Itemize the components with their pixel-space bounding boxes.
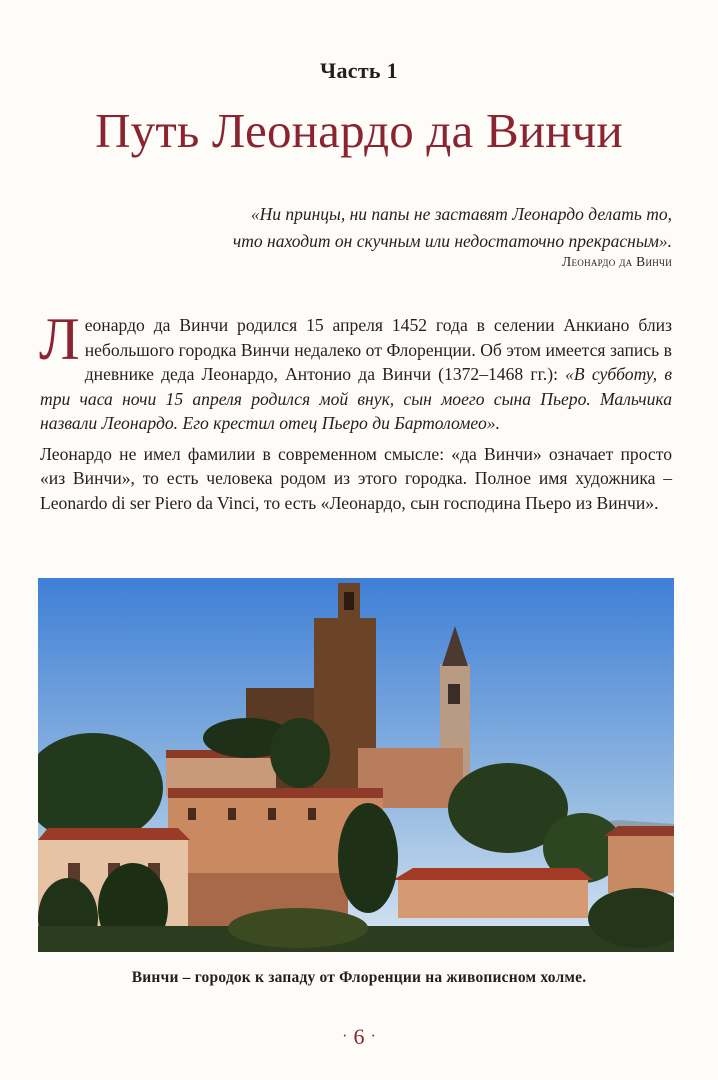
page-number-value: 6 — [353, 1024, 365, 1049]
right-dot-ornament: · — [370, 1028, 376, 1045]
paragraph-2: Леонардо не имел фамилии в современном смысле: «да Винчи» означает просто «из Винчи», то есть человека родом из этого городка. Полное имя художника – Leonardo di ser Piero da Vinci, то есть «Леонардо, сын господина Пьеро из Винчи». — [40, 443, 672, 513]
page-number — [0, 1024, 718, 1050]
left-dot-ornament: · — [342, 1028, 348, 1045]
epigraph-line-1: «Ни принцы, ни папы не заставят Леонардо делать то, — [250, 204, 672, 224]
paragraph-1 — [39, 306, 672, 436]
grandfather-diary-quote: «В субботу, в три часа ночи 15 апреля родился мой внук, сын моего сына Пьеро. Мальчика назвали Леонардо. Его крестил отец Пьеро ди Бартоломео». — [40, 364, 672, 433]
photo-caption: Винчи – городок к западу от Флоренции на живописном холме. — [131, 969, 587, 986]
epigraph-line-2: что находит он скучным или недостаточно прекрасным». — [232, 231, 672, 251]
body-text — [39, 306, 672, 521]
chapter-title: Путь Леонардо да Винчи — [95, 103, 623, 158]
epigraph-author: Леонардо да Винчи — [562, 254, 672, 269]
paragraph-1-text: еонардо да Винчи родился 15 апреля 1452 года в селении Анкиано близ небольшого городка Винчи недалеко от Флоренции. Об этом имеется запись в дневнике деда Леонардо, Антонио да Винчи (1372–1468 гг.): — [84, 315, 672, 384]
vinci-town-photo — [38, 578, 674, 952]
drop-cap: Л — [39, 306, 80, 372]
epigraph-quote — [72, 201, 672, 255]
part-label: Часть 1 — [320, 58, 398, 83]
